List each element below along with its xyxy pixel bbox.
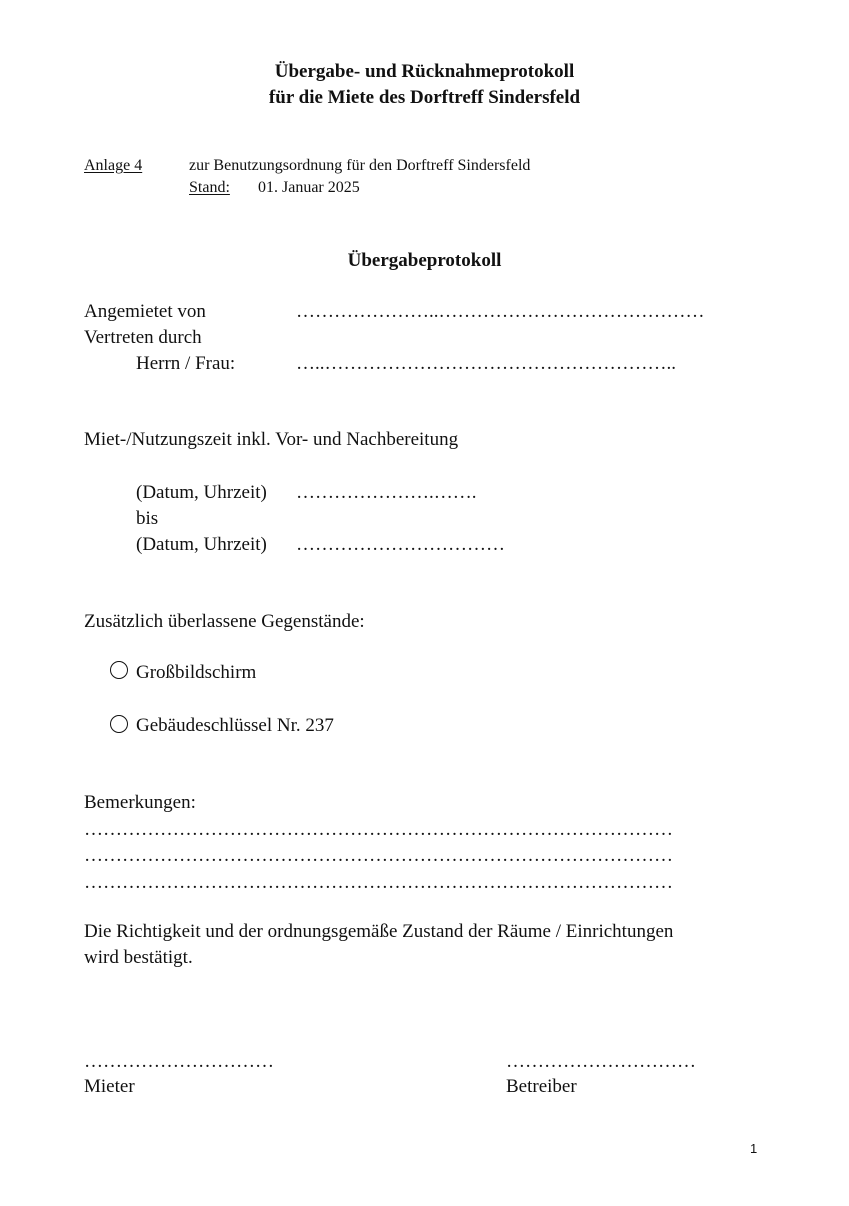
attachment-label: Anlage 4 bbox=[84, 157, 143, 174]
item-radio-gebaeudeschluessel[interactable] bbox=[110, 715, 128, 733]
rented-by-label: Angemietet von bbox=[84, 301, 206, 322]
represented-by-label: Vertreten durch bbox=[84, 327, 202, 348]
representative-name-field[interactable]: …..……………………………………………….. bbox=[296, 353, 676, 374]
rented-by-field[interactable]: …………………..…………………………………… bbox=[296, 301, 705, 322]
tenant-signature-label: Mieter bbox=[84, 1076, 135, 1097]
operator-signature-field[interactable]: ………………………… bbox=[506, 1051, 696, 1072]
item-label-gebaeudeschluessel: Gebäudeschlüssel Nr. 237 bbox=[136, 715, 334, 736]
remarks-label: Bemerkungen: bbox=[84, 792, 196, 813]
operator-signature-label: Betreiber bbox=[506, 1076, 577, 1097]
tenant-signature-field[interactable]: ………………………… bbox=[84, 1051, 274, 1072]
remarks-line-3[interactable]: ………………………………………………………………………………… bbox=[84, 872, 673, 893]
rental-bis-label: bis bbox=[136, 508, 159, 529]
rental-start-field[interactable]: ………………….……. bbox=[296, 482, 477, 503]
confirmation-line2: wird bestätigt. bbox=[84, 947, 193, 968]
stand-date: 01. Januar 2025 bbox=[258, 179, 360, 196]
representative-name-label: Herrn / Frau: bbox=[136, 353, 236, 374]
remarks-line-2[interactable]: ………………………………………………………………………………… bbox=[84, 845, 673, 866]
document-title-line2: für die Miete des Dorftreff Sindersfeld bbox=[268, 87, 581, 108]
item-label-grossbildschirm: Großbildschirm bbox=[136, 662, 257, 683]
document-title-line1: Übergabe- und Rücknahmeprotokoll bbox=[274, 61, 575, 82]
item-radio-grossbildschirm[interactable] bbox=[110, 661, 128, 679]
rental-end-field[interactable]: …………………………… bbox=[296, 534, 505, 555]
remarks-line-1[interactable]: ………………………………………………………………………………… bbox=[84, 819, 673, 840]
stand-label: Stand: bbox=[189, 179, 230, 196]
additional-items-heading: Zusätzlich überlassene Gegenstände: bbox=[84, 611, 365, 632]
rental-end-label: (Datum, Uhrzeit) bbox=[136, 534, 267, 555]
rental-start-label: (Datum, Uhrzeit) bbox=[136, 482, 267, 503]
confirmation-line1: Die Richtigkeit und der ordnungsgemäße Zustand der Räume / Einrichtungen bbox=[84, 921, 674, 942]
section-title: Übergabeprotokoll bbox=[347, 250, 502, 271]
page-number: 1 bbox=[750, 1141, 758, 1156]
rental-period-heading: Miet-/Nutzungszeit inkl. Vor- und Nachbereitung bbox=[84, 429, 459, 450]
attachment-description: zur Benutzungsordnung für den Dorftreff Sindersfeld bbox=[189, 157, 531, 174]
